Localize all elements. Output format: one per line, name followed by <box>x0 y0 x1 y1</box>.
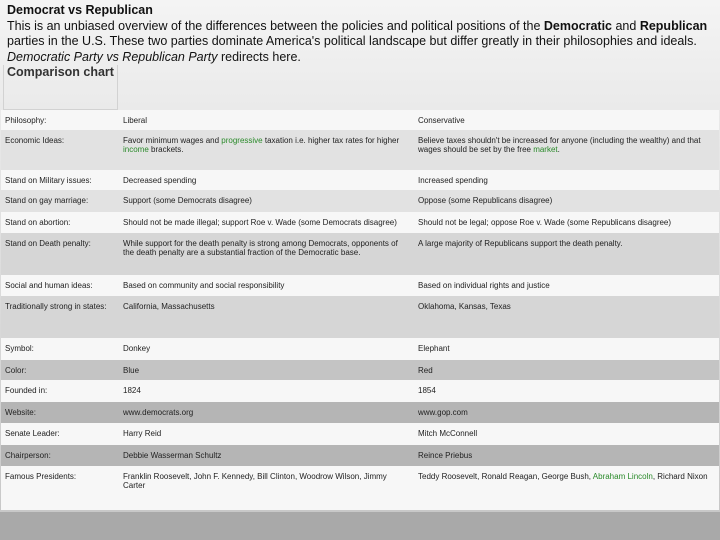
democrats-website-link[interactable]: www.democrats.org <box>119 402 414 423</box>
table-row <box>1 360 719 380</box>
table-row <box>1 110 719 130</box>
democrat-cell: Decreased spending <box>119 170 414 190</box>
republican-cell: 1854 <box>414 380 719 402</box>
cell-text: Teddy Roosevelt, Ronald Reagan, George Bush, <box>418 472 593 481</box>
democrat-cell: Franklin Roosevelt, John F. Kennedy, Bill Clinton, Woodrow Wilson, Jimmy Carter <box>119 466 414 510</box>
republican-cell: Elephant <box>414 338 719 360</box>
abraham-lincoln-link[interactable]: Abraham Lincoln <box>592 472 653 481</box>
row-label: Color: <box>1 360 119 380</box>
democrat-cell: Liberal <box>119 110 414 130</box>
row-label: Website: <box>1 402 119 423</box>
table-row <box>1 423 719 445</box>
democratic-link[interactable]: Democratic <box>543 18 612 33</box>
democrat-cell: Should not be made illegal; support Roe v. Wade (some Democrats disagree) <box>119 212 414 233</box>
democrat-cell: Donkey <box>119 338 414 360</box>
republican-link[interactable]: Republican <box>639 18 708 33</box>
table-row <box>1 275 719 296</box>
republican-cell: Oppose (some Republicans disagree) <box>414 190 719 212</box>
row-label: Economic Ideas: <box>1 130 119 170</box>
republican-cell: Based on individual rights and justice <box>414 275 719 296</box>
gop-website-link[interactable]: www.gop.com <box>414 402 719 423</box>
row-label: Stand on gay marriage: <box>1 190 119 212</box>
row-label: Stand on abortion: <box>1 212 119 233</box>
progressive-link[interactable]: progressive <box>221 136 263 145</box>
cell-text: Believe taxes shouldn't be increased for anyone (including the wealthy) and that wages should be set by the free <box>418 136 701 154</box>
republican-cell: Red <box>414 360 719 380</box>
republican-cell: Should not be legal; oppose Roe v. Wade (some Republicans disagree) <box>414 212 719 233</box>
republican-cell: Increased spending <box>414 170 719 190</box>
intro-text: and <box>612 18 640 33</box>
republican-cell: Mitch McConnell <box>414 423 719 445</box>
row-label: Philosophy: <box>1 110 119 130</box>
row-label: Stand on Death penalty: <box>1 233 119 275</box>
comparison-chart-heading: Comparison chart <box>7 65 114 79</box>
row-label: Famous Presidents: <box>1 466 119 510</box>
democrat-cell <box>119 130 414 170</box>
democrat-cell: Based on community and social responsibility <box>119 275 414 296</box>
democrat-cell: Debbie Wasserman Schultz <box>119 445 414 466</box>
table-row <box>1 380 719 402</box>
republican-cell <box>414 130 719 170</box>
cell-text: taxation i.e. higher tax rates for higher <box>262 136 400 145</box>
intro-paragraph <box>7 19 717 50</box>
chart-header-box <box>3 65 118 110</box>
market-link[interactable]: market <box>533 145 558 154</box>
cell-text: , Richard Nixon <box>652 472 708 481</box>
row-label: Senate Leader: <box>1 423 119 445</box>
table-row <box>1 212 719 233</box>
democrat-cell: While support for the death penalty is strong among Democrats, opponents of the death penalty are a substantial fraction of the Democratic base. <box>119 233 414 275</box>
cell-text: brackets. <box>148 145 184 154</box>
table-row <box>1 233 719 275</box>
republican-cell: Oklahoma, Kansas, Texas <box>414 296 719 338</box>
redirect-title: Democratic Party vs Republican Party <box>7 49 218 64</box>
democrat-cell: California, Massachusetts <box>119 296 414 338</box>
redirect-note <box>7 50 717 66</box>
page-title: Democrat vs Republican <box>7 3 153 17</box>
republican-cell <box>414 466 719 510</box>
republican-cell: Reince Priebus <box>414 445 719 466</box>
democrat-cell: Support (some Democrats disagree) <box>119 190 414 212</box>
intro-text: This is an unbiased overview of the differences between the policies and political positions of the <box>7 18 544 33</box>
income-link[interactable]: income <box>123 145 149 154</box>
row-label: Chairperson: <box>1 445 119 466</box>
row-label: Traditionally strong in states: <box>1 296 119 338</box>
table-row <box>1 170 719 190</box>
row-label: Social and human ideas: <box>1 275 119 296</box>
row-label: Stand on Military issues: <box>1 170 119 190</box>
comparison-table <box>1 110 719 510</box>
row-label: Founded in: <box>1 380 119 402</box>
table-row <box>1 466 719 510</box>
row-label: Symbol: <box>1 338 119 360</box>
intro-text: parties in the U.S. These two parties dominate America's political landscape but differ greatly in their philosophies and ideals. <box>7 34 697 48</box>
table-row <box>1 130 719 170</box>
redirect-text: redirects here. <box>217 49 301 64</box>
bottom-gray-area <box>0 512 720 540</box>
table-row <box>1 296 719 338</box>
democrat-cell: Blue <box>119 360 414 380</box>
cell-text: . <box>557 145 560 154</box>
republican-cell: A large majority of Republicans support the death penalty. <box>414 233 719 275</box>
table-row <box>1 445 719 466</box>
democrat-cell: Harry Reid <box>119 423 414 445</box>
table-row <box>1 338 719 360</box>
table-row <box>1 190 719 212</box>
republican-cell: Conservative <box>414 110 719 130</box>
table-row <box>1 402 719 423</box>
cell-text: Favor minimum wages and <box>123 136 222 145</box>
democrat-cell: 1824 <box>119 380 414 402</box>
